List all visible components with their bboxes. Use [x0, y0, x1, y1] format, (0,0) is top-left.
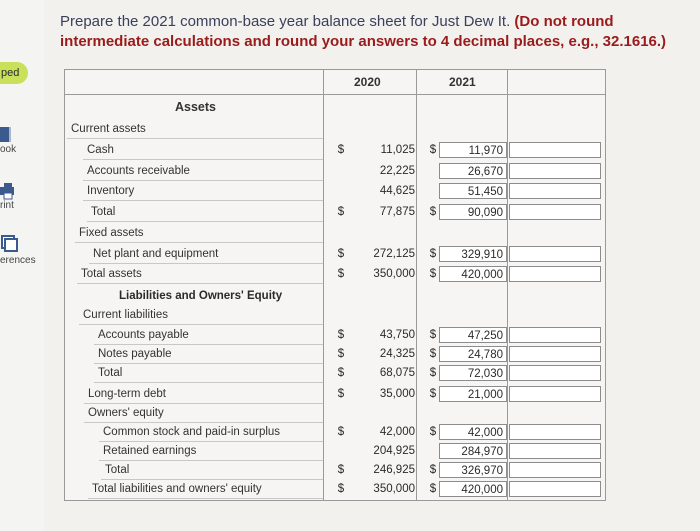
row-underline [83, 200, 323, 201]
dollar-sign-2020: $ [337, 348, 345, 360]
dollar-sign-2020: $ [337, 483, 345, 495]
row-label: Owners' equity [88, 407, 164, 419]
value-2020: 44,625 [379, 185, 415, 197]
answer-input-2021[interactable] [509, 183, 601, 199]
dollar-sign-2021: $ [429, 483, 437, 495]
row-underline [84, 422, 323, 423]
sidebar-item-ebook[interactable]: ook [0, 144, 17, 155]
value-2020: 11,025 [380, 144, 415, 156]
row-underline [87, 221, 323, 222]
answer-input-2021[interactable] [509, 424, 601, 440]
value-2021-field: 420,000 [439, 481, 507, 497]
dollar-sign-2020: $ [337, 367, 345, 379]
row-label: Total liabilities and owners' equity [92, 483, 262, 495]
row-underline [94, 363, 323, 364]
dollar-sign-2020: $ [337, 144, 345, 156]
value-2020: 43,750 [379, 329, 415, 341]
sidebar-item-references[interactable]: erences [0, 255, 36, 266]
value-2020: 246,925 [373, 464, 415, 476]
value-2021-field: 329,910 [439, 246, 507, 262]
row-label: Accounts receivable [87, 165, 190, 177]
answer-input-2021[interactable] [509, 481, 601, 497]
row-label: Inventory [87, 185, 135, 197]
dollar-sign-2021: $ [429, 367, 437, 379]
value-2020: 204,925 [373, 445, 415, 457]
row-underline [94, 382, 323, 383]
row-label: Long-term debt [88, 388, 166, 400]
value-2021-field: 24,780 [439, 346, 507, 362]
row-underline [84, 403, 323, 404]
dollar-sign-2020: $ [337, 426, 345, 438]
prompt-text: Prepare the 2021 common-base year balance sheet for Just Dew It. [60, 13, 515, 30]
value-2021-field: 21,000 [439, 386, 507, 402]
row-label: Total [98, 367, 123, 379]
dollar-sign-2020: $ [337, 206, 345, 218]
dollar-sign-2020: $ [337, 248, 345, 260]
dollar-sign-2021: $ [429, 329, 437, 341]
row-underline [89, 263, 323, 264]
row-underline [83, 180, 323, 181]
answer-input-2021[interactable] [509, 462, 601, 478]
row-label: Current liabilities [83, 309, 169, 321]
row-underline [101, 479, 323, 480]
value-2021-field: 26,670 [439, 163, 507, 179]
prompt-emphasis: (Do not round intermediate calculations and round your answers to 4 decimal places, e.g., 32.1616.) [60, 13, 667, 50]
answer-input-2021[interactable] [509, 163, 601, 179]
balance-sheet-table [64, 69, 606, 501]
answer-input-2021[interactable] [509, 246, 601, 262]
year-2021-header: 2021 [449, 75, 476, 89]
value-2020: 68,075 [379, 367, 415, 379]
liabilities-heading: Liabilities and Owners' Equity [119, 290, 283, 302]
row-underline [77, 283, 323, 284]
value-2020: 77,875 [379, 206, 415, 218]
answer-input-2021[interactable] [509, 386, 601, 402]
value-2020: 35,000 [379, 388, 415, 400]
dollar-sign-2021: $ [429, 464, 437, 476]
value-2021-field: 51,450 [439, 183, 507, 199]
dollar-sign-2020: $ [337, 388, 345, 400]
dollar-sign-2020: $ [337, 329, 345, 341]
value-2021-field: 90,090 [439, 204, 507, 220]
sidebar-item-print[interactable]: rint [0, 200, 14, 211]
answer-input-2021[interactable] [509, 204, 601, 220]
table-header [65, 70, 605, 95]
dollar-sign-2021: $ [429, 426, 437, 438]
dollar-sign-2021: $ [429, 388, 437, 400]
value-2021-field: 326,970 [439, 462, 507, 478]
row-underline [99, 441, 323, 442]
row-label: Retained earnings [103, 445, 197, 457]
value-2021-field: 72,030 [439, 365, 507, 381]
dollar-sign-2021: $ [429, 248, 437, 260]
answer-input-2021[interactable] [509, 443, 601, 459]
row-label: Current assets [71, 123, 146, 135]
row-underline [67, 138, 323, 139]
row-label: Fixed assets [79, 227, 144, 239]
references-icon[interactable] [0, 234, 18, 257]
value-2021-field: 284,970 [439, 443, 507, 459]
dollar-sign-2021: $ [429, 348, 437, 360]
value-2021-field: 42,000 [439, 424, 507, 440]
value-2021-field: 47,250 [439, 327, 507, 343]
row-label: Accounts payable [98, 329, 189, 341]
row-underline [94, 344, 323, 345]
value-2020: 350,000 [373, 268, 415, 280]
row-underline [79, 324, 323, 325]
value-2020: 24,325 [379, 348, 415, 360]
sidebar [0, 0, 44, 531]
value-2020: 350,000 [373, 483, 415, 495]
value-2021-field: 11,970 [439, 142, 507, 158]
row-label: Net plant and equipment [93, 248, 219, 260]
row-underline [83, 159, 323, 160]
row-underline [88, 498, 323, 499]
value-2020: 22,225 [379, 165, 415, 177]
row-label: Common stock and paid-in surplus [103, 426, 281, 438]
row-label: Total [105, 464, 130, 476]
row-label: Cash [87, 144, 114, 156]
value-2020: 42,000 [379, 426, 415, 438]
row-underline [99, 460, 323, 461]
assets-heading: Assets [175, 100, 216, 114]
value-2021-field: 420,000 [439, 266, 507, 282]
answer-input-2021[interactable] [509, 365, 601, 381]
dollar-sign-2020: $ [337, 464, 345, 476]
dollar-sign-2021: $ [429, 144, 437, 156]
row-label: Total assets [81, 268, 142, 280]
dollar-sign-2020: $ [337, 268, 345, 280]
answer-input-2021[interactable] [509, 142, 601, 158]
dollar-sign-2021: $ [429, 206, 437, 218]
question-prompt [60, 12, 670, 52]
value-2020: 272,125 [373, 248, 415, 260]
year-2020-header: 2020 [354, 75, 381, 89]
row-label: Total [91, 206, 116, 218]
answer-input-2021[interactable] [509, 266, 601, 282]
dollar-sign-2021: $ [429, 268, 437, 280]
row-label: Notes payable [98, 348, 172, 360]
answer-input-2021[interactable] [509, 346, 601, 362]
sidebar-status-badge[interactable]: ped [0, 62, 28, 84]
answer-input-2021[interactable] [509, 327, 601, 343]
row-underline [75, 242, 323, 243]
